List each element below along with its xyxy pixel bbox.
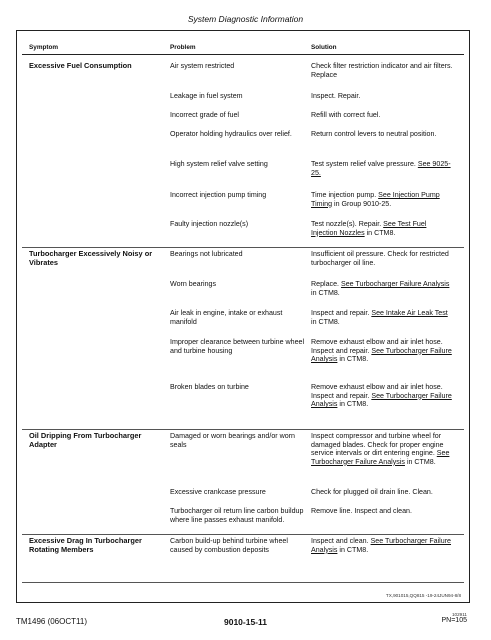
solution-cell (311, 507, 453, 516)
solution-reference-link[interactable]: See Turbocharger Failure Analysis (311, 449, 450, 466)
column-header-solution: Solution (311, 44, 337, 51)
solution-cell (311, 250, 453, 267)
solution-cell (311, 160, 453, 177)
solution-text: Refill with correct fuel. (311, 111, 381, 119)
solution-suffix: in Group 9010-25. (332, 199, 392, 208)
solution-reference-link[interactable]: See Intake Air Leak Test (371, 309, 448, 317)
problem-cell: Turbocharger oil return line carbon buildup where line passes exhaust manifold. (170, 507, 304, 524)
solution-suffix: in CTM8. (337, 400, 369, 409)
problem-cell: Leakage in fuel system (170, 92, 243, 100)
solution-suffix: in CTM8. (337, 355, 369, 364)
problem-cell: Damaged or worn bearings and/or worn seals (170, 432, 295, 449)
symptom-divider (22, 247, 464, 248)
symptom-cell: Excessive Fuel Consumption (29, 61, 132, 70)
solution-reference-link[interactable]: See 9025-25. (311, 160, 451, 177)
page-header-title: System Diagnostic Information (187, 14, 304, 24)
symptom-divider (22, 429, 464, 430)
solution-text: Test system relief valve pressure. (311, 160, 418, 168)
problem-cell: Incorrect injection pump timing (170, 191, 267, 199)
solution-cell (311, 62, 453, 79)
column-header-problem: Problem (170, 44, 196, 51)
solution-cell (311, 488, 453, 497)
problem-cell: Bearings not lubricated (170, 250, 243, 258)
problem-cell: High system relief valve setting (170, 160, 268, 168)
problem-cell: Worn bearings (170, 280, 217, 288)
problem-cell: Incorrect grade of fuel (170, 111, 240, 119)
solution-suffix: in CTM8. (364, 228, 396, 237)
solution-cell (311, 130, 453, 139)
problem-cell: Air leak in engine, intake or exhaust manifold (170, 309, 283, 326)
solution-text: Inspect compressor and turbine wheel for damaged blades. Check for proper engine service intervals or dirt entering engine. (311, 432, 444, 458)
solution-text: Remove exhaust elbow and air inlet hose. Inspect and repair. (311, 338, 443, 355)
solution-text: Check filter restriction indicator and air filters. Replace (311, 62, 453, 79)
solution-text: Inspect and clean. (311, 537, 371, 545)
solution-text: Remove line. Inspect and clean. (311, 507, 412, 515)
solution-text: Inspect. Repair. (311, 92, 361, 100)
solution-text: Insufficient oil pressure. Check for restricted turbocharger oil line. (311, 250, 449, 267)
footer-small-code: 102911 (452, 612, 467, 617)
solution-cell (311, 432, 453, 466)
page-number: 9010-15-11 (223, 617, 267, 627)
solution-cell (311, 383, 453, 409)
symptom-cell: Excessive Drag In Turbocharger Rotating Members (29, 536, 142, 554)
problem-cell: Improper clearance between turbine wheel and turbine housing (170, 338, 305, 355)
footer-right-block (442, 612, 468, 624)
footer-pn: PN=105 (441, 617, 467, 624)
solution-cell (311, 191, 453, 208)
solution-text: Remove exhaust elbow and air inlet hose. Inspect and repair. (311, 383, 443, 400)
solution-text: Time injection pump. (311, 191, 379, 199)
solution-text: Inspect and repair. (311, 309, 372, 317)
solution-suffix: in CTM8. (311, 317, 340, 326)
solution-cell (311, 111, 453, 120)
problem-cell: Excessive crankcase pressure (170, 488, 266, 496)
manual-identifier: TM1496 (06OCT11) (16, 617, 87, 626)
solution-suffix: in CTM8. (337, 545, 369, 554)
symptom-cell: Oil Dripping From Turbocharger Adapter (29, 431, 142, 449)
reference-code: TX,901015,QQ815 -19-24JUN94-8/8 (385, 593, 461, 598)
solution-cell (311, 338, 453, 364)
solution-reference-link[interactable]: See Turbocharger Failure Analysis (340, 280, 450, 288)
table-bottom-rule (22, 582, 464, 583)
solution-text: Return control levers to neutral position. (311, 130, 437, 138)
problem-cell: Faulty injection nozzle(s) (170, 220, 249, 228)
solution-cell (311, 280, 453, 297)
solution-cell (311, 220, 453, 237)
problem-cell: Broken blades on turbine (170, 383, 249, 391)
solution-cell (311, 309, 453, 326)
solution-cell (311, 92, 453, 101)
problem-cell: Carbon build-up behind turbine wheel caused by combustion deposits (170, 537, 288, 554)
solution-cell (311, 537, 453, 554)
solution-reference-link[interactable]: See Test Fuel Injection Nozzles (311, 220, 427, 237)
solution-text: Test nozzle(s). Repair. (311, 220, 384, 228)
header-rule (22, 54, 464, 55)
solution-suffix: in CTM8. (404, 457, 436, 466)
problem-cell: Operator holding hydraulics over relief. (170, 130, 292, 138)
symptom-cell: Turbocharger Excessively Noisy or Vibrates (29, 249, 153, 267)
solution-reference-link[interactable]: See Turbocharger Failure Analysis (311, 346, 452, 364)
column-header-symptom: Symptom (29, 44, 59, 51)
problem-cell: Air system restricted (170, 62, 235, 70)
solution-reference-link[interactable]: See Turbocharger Failure Analysis (311, 391, 452, 409)
solution-reference-link[interactable]: See Turbocharger Failure Analysis (311, 537, 452, 554)
symptom-divider (22, 534, 464, 535)
solution-reference-link[interactable]: See Injection Pump Timing (311, 191, 440, 208)
solution-text: Replace. (311, 280, 341, 288)
solution-suffix: in CTM8. (311, 288, 340, 297)
solution-text: Check for plugged oil drain line. Clean. (311, 488, 433, 496)
